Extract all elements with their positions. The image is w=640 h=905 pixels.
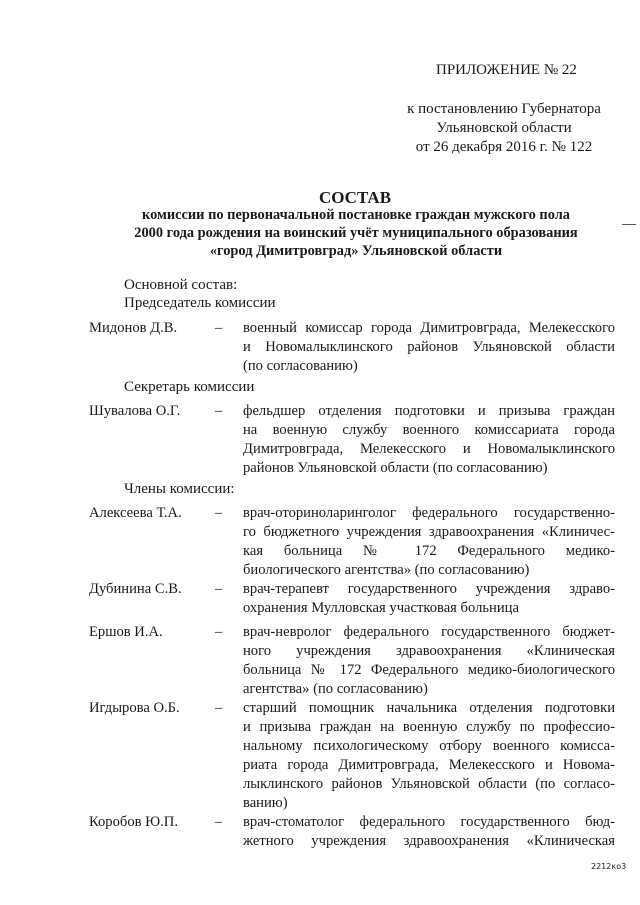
role-line: на военную службу военного комиссариата города [243, 422, 615, 438]
margin-mark [622, 224, 636, 225]
document-title: СОСТАВ [318, 188, 392, 207]
role-line: лыклинского районов Ульяновской области (по согласо- [243, 776, 615, 792]
role-line: (по согласованию) [243, 358, 358, 374]
document-subtitle [100, 206, 612, 260]
dash-separator: – [215, 624, 223, 640]
decree-reference [404, 100, 604, 157]
section-main-composition: Основной состав: [124, 277, 238, 293]
role-line: Димитровграда, Мелекесского и Новомалыклинского [243, 441, 615, 457]
role-line: го бюджетного учреждения здравоохранения «Клиничес- [243, 524, 615, 540]
role-line: врач-стоматолог федерального государственного бюд- [243, 814, 615, 830]
role-line: жетного учреждения здравоохранения «Клиническая [243, 833, 615, 849]
decree-reference-line: Ульяновской области [436, 120, 572, 136]
section-members: Члены комиссии: [124, 481, 235, 497]
role-line: кая больница № 172 Федерального медико- [243, 543, 615, 559]
subtitle-line: «город Димитровград» Ульяновской области [209, 243, 503, 259]
dash-separator: – [215, 814, 223, 830]
role-line: старший помощник начальника отделения подготовки [243, 700, 615, 716]
role-line: ванию) [243, 795, 288, 811]
role-line: охранения Мулловская участковая больница [243, 600, 519, 616]
member-role [243, 813, 615, 851]
member-role [243, 402, 615, 478]
role-line: районов Ульяновской области (по согласованию) [243, 460, 548, 476]
subtitle-line: 2000 года рождения на воинский учёт муниципального образования [134, 225, 578, 241]
role-line: врач-терапевт государственного учреждения здраво- [243, 581, 615, 597]
role-line: и призыва граждан на военную службу по профессио- [243, 719, 615, 735]
role-line: военный комиссар города Димитровграда, Мелекесского [243, 320, 615, 336]
role-line: агентства» (по согласованию) [243, 681, 428, 697]
dash-separator: – [215, 505, 223, 521]
member-name: Ершов И.А. [89, 624, 163, 640]
member-role [243, 623, 615, 699]
member-name: Мидонов Д.В. [89, 320, 178, 336]
member-role [243, 699, 615, 813]
appendix-label: ПРИЛОЖЕНИЕ № 22 [436, 62, 577, 78]
section-chairman: Председатель комиссии [124, 295, 276, 311]
section-secretary: Секретарь комиссии [124, 379, 255, 395]
role-line: и Новомалыклинского районов Ульяновской области [243, 339, 615, 355]
dash-separator: – [215, 700, 223, 716]
subtitle-line: комиссии по первоначальной постановке граждан мужского пола [142, 207, 570, 223]
dash-separator: – [215, 320, 223, 336]
role-line: ного учреждения здравоохранения «Клиническая [243, 643, 615, 659]
member-name: Игдырова О.Б. [89, 700, 180, 716]
role-line: врач-оториноларинголог федерального государственно- [243, 505, 615, 521]
member-name: Дубинина С.В. [89, 581, 182, 597]
role-line: биологического агентства» (по согласованию) [243, 562, 530, 578]
role-line: больница № 172 Федерального медико-биологического [243, 662, 615, 678]
dash-separator: – [215, 581, 223, 597]
role-line: фельдшер отделения подготовки и призыва граждан [243, 403, 615, 419]
member-role [243, 319, 615, 376]
footer-code: 2212ко3 [591, 862, 627, 871]
member-name: Шувалова О.Г. [89, 403, 181, 419]
member-name: Коробов Ю.П. [89, 814, 178, 830]
dash-separator: – [215, 403, 223, 419]
member-role [243, 580, 615, 618]
decree-reference-line: от 26 декабря 2016 г. № 122 [415, 139, 593, 155]
role-line: риата города Димитровграда, Мелекесского и Новома- [243, 757, 615, 773]
member-role [243, 504, 615, 580]
member-name: Алексеева Т.А. [89, 505, 182, 521]
role-line: нальному психологическому отбору военного комисса- [243, 738, 615, 754]
role-line: врач-невролог федерального государственного бюджет- [243, 624, 615, 640]
decree-reference-line: к постановлению Губернатора [407, 101, 601, 117]
